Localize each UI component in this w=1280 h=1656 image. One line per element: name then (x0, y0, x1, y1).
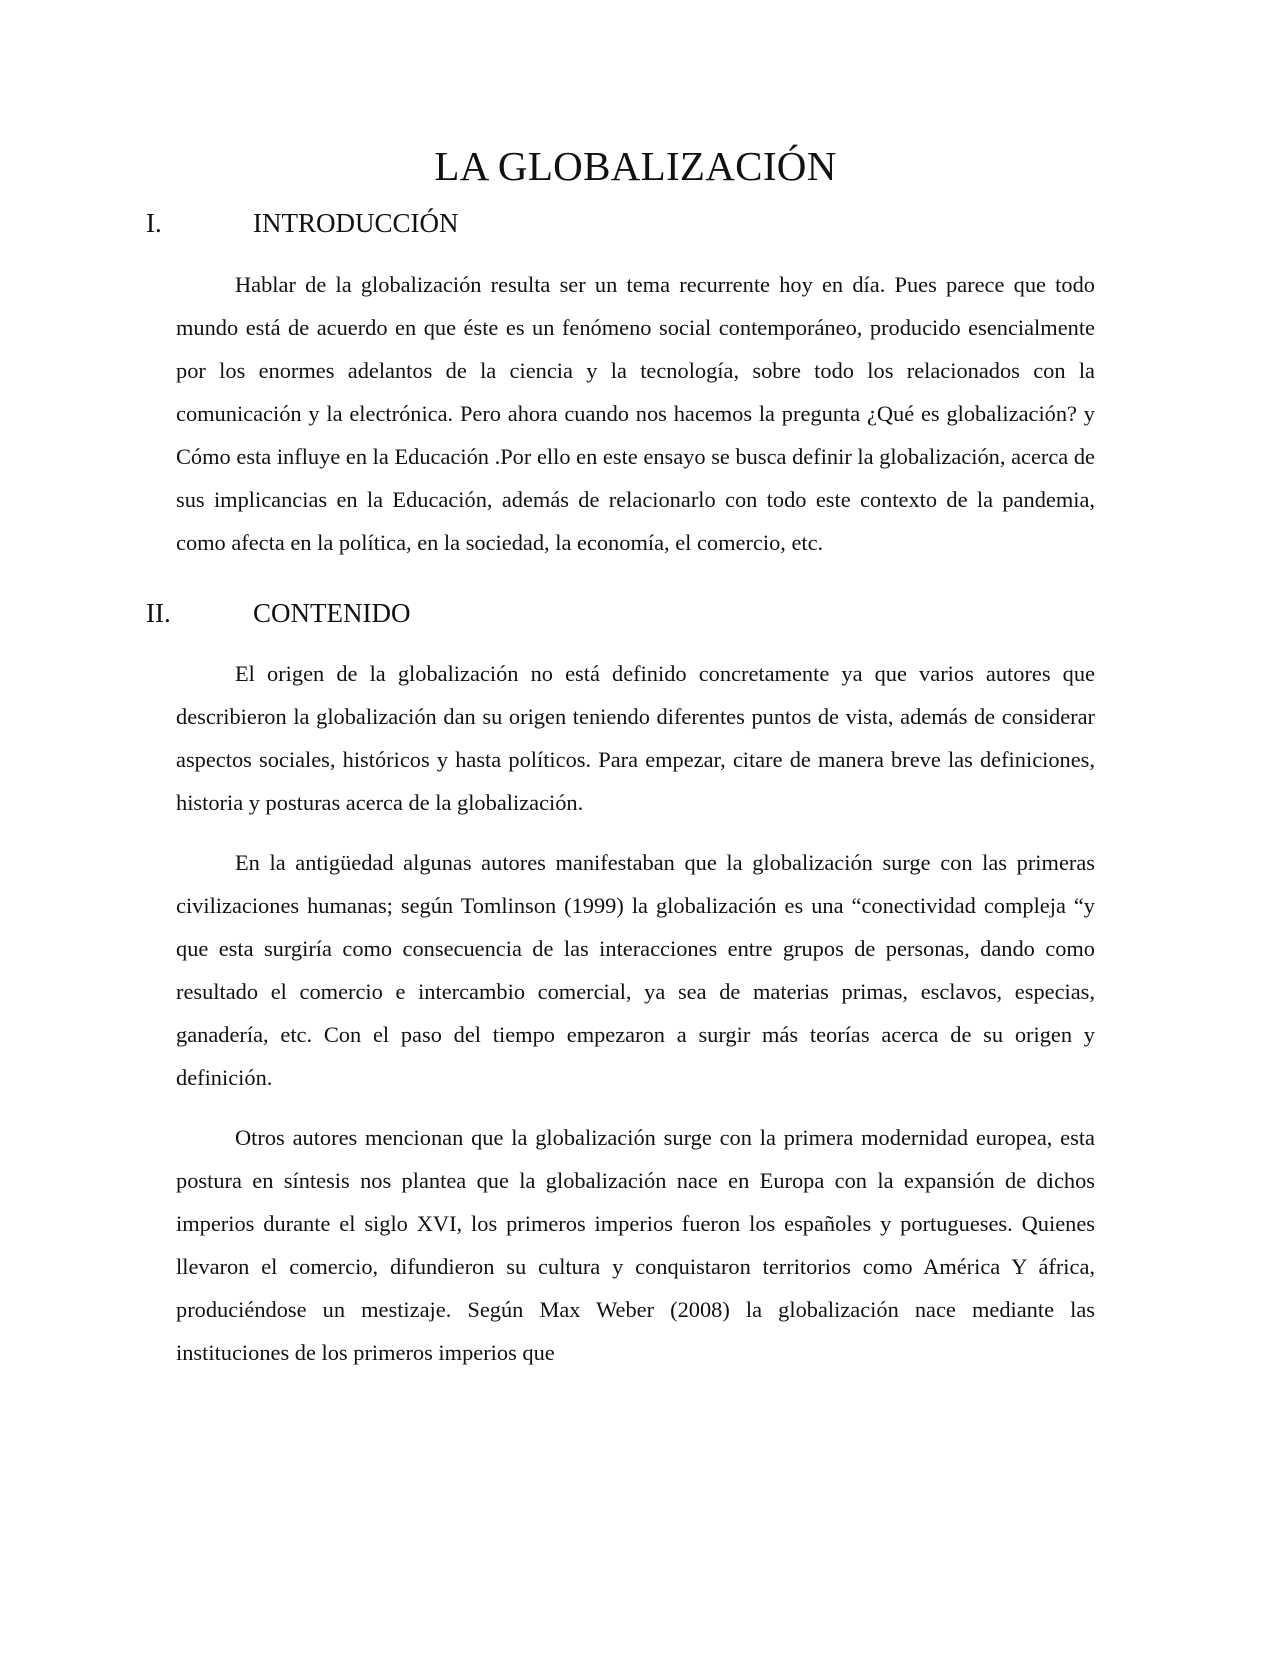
paragraph: Otros autores mencionan que la globalización surge con la primera modernidad europea, esta postura en síntesis nos plantea que la globalización nace en Europa con la expansión de dichos imperios durante el siglo XVI, los primeros imperios fueron los españoles y portugueses. Quienes llevaron el comercio, difundieron su cultura y conquistaron territorios como América Y áfrica, produciéndose un mestizaje. Según Max Weber (2008) la globalización nace mediante las instituciones de los primeros imperios que (176, 1125, 1095, 1366)
section-title: INTRODUCCIÓN (253, 208, 459, 239)
paragraph: En la antigüedad algunas autores manifestaban que la globalización surge con las primeras civilizaciones humanas; según Tomlinson (1999) la globalización es una “conectividad compleja “y que esta surgiría como consecuencia de las interacciones entre grupos de personas, dando como resultado el comercio e intercambio comercial, ya sea de materias primas, esclavos, especias, ganadería, etc. Con el paso del tiempo empezaron a surgir más teorías acerca de su origen y definición. (176, 850, 1095, 1091)
section-number: I. (146, 208, 162, 239)
paragraph: Hablar de la globalización resulta ser un tema recurrente hoy en día. Pues parece que todo mundo está de acuerdo en que éste es un fenómeno social contemporáneo, producido esencialmente por los enormes adelantos de la ciencia y la tecnología, sobre todo los relacionados con la comunicación y la electrónica. Pero ahora cuando nos hacemos la pregunta ¿Qué es globalización? y Cómo esta influye en la Educación .Por ello en este ensayo se busca definir la globalización, acerca de sus implicancias en la Educación, además de relacionarlo con todo este contexto de la pandemia, como afecta en la política, en la sociedad, la economía, el comercio, etc. (176, 272, 1095, 556)
section-heading (146, 203, 1095, 243)
document-title: LA GLOBALIZACIÓN (434, 143, 837, 189)
paragraph: El origen de la globalización no está definido concretamente ya que varios autores que describieron la globalización dan su origen teniendo diferentes puntos de vista, además de considerar aspectos sociales, históricos y hasta políticos. Para empezar, citare de manera breve las definiciones, historia y posturas acerca de la globalización. (176, 661, 1095, 816)
section-introduccion (146, 203, 1095, 564)
document-page (146, 140, 1095, 1374)
section-number: II. (146, 598, 171, 629)
section-title: CONTENIDO (253, 598, 411, 629)
section-contenido (146, 593, 1095, 1374)
section-heading (146, 593, 1095, 633)
